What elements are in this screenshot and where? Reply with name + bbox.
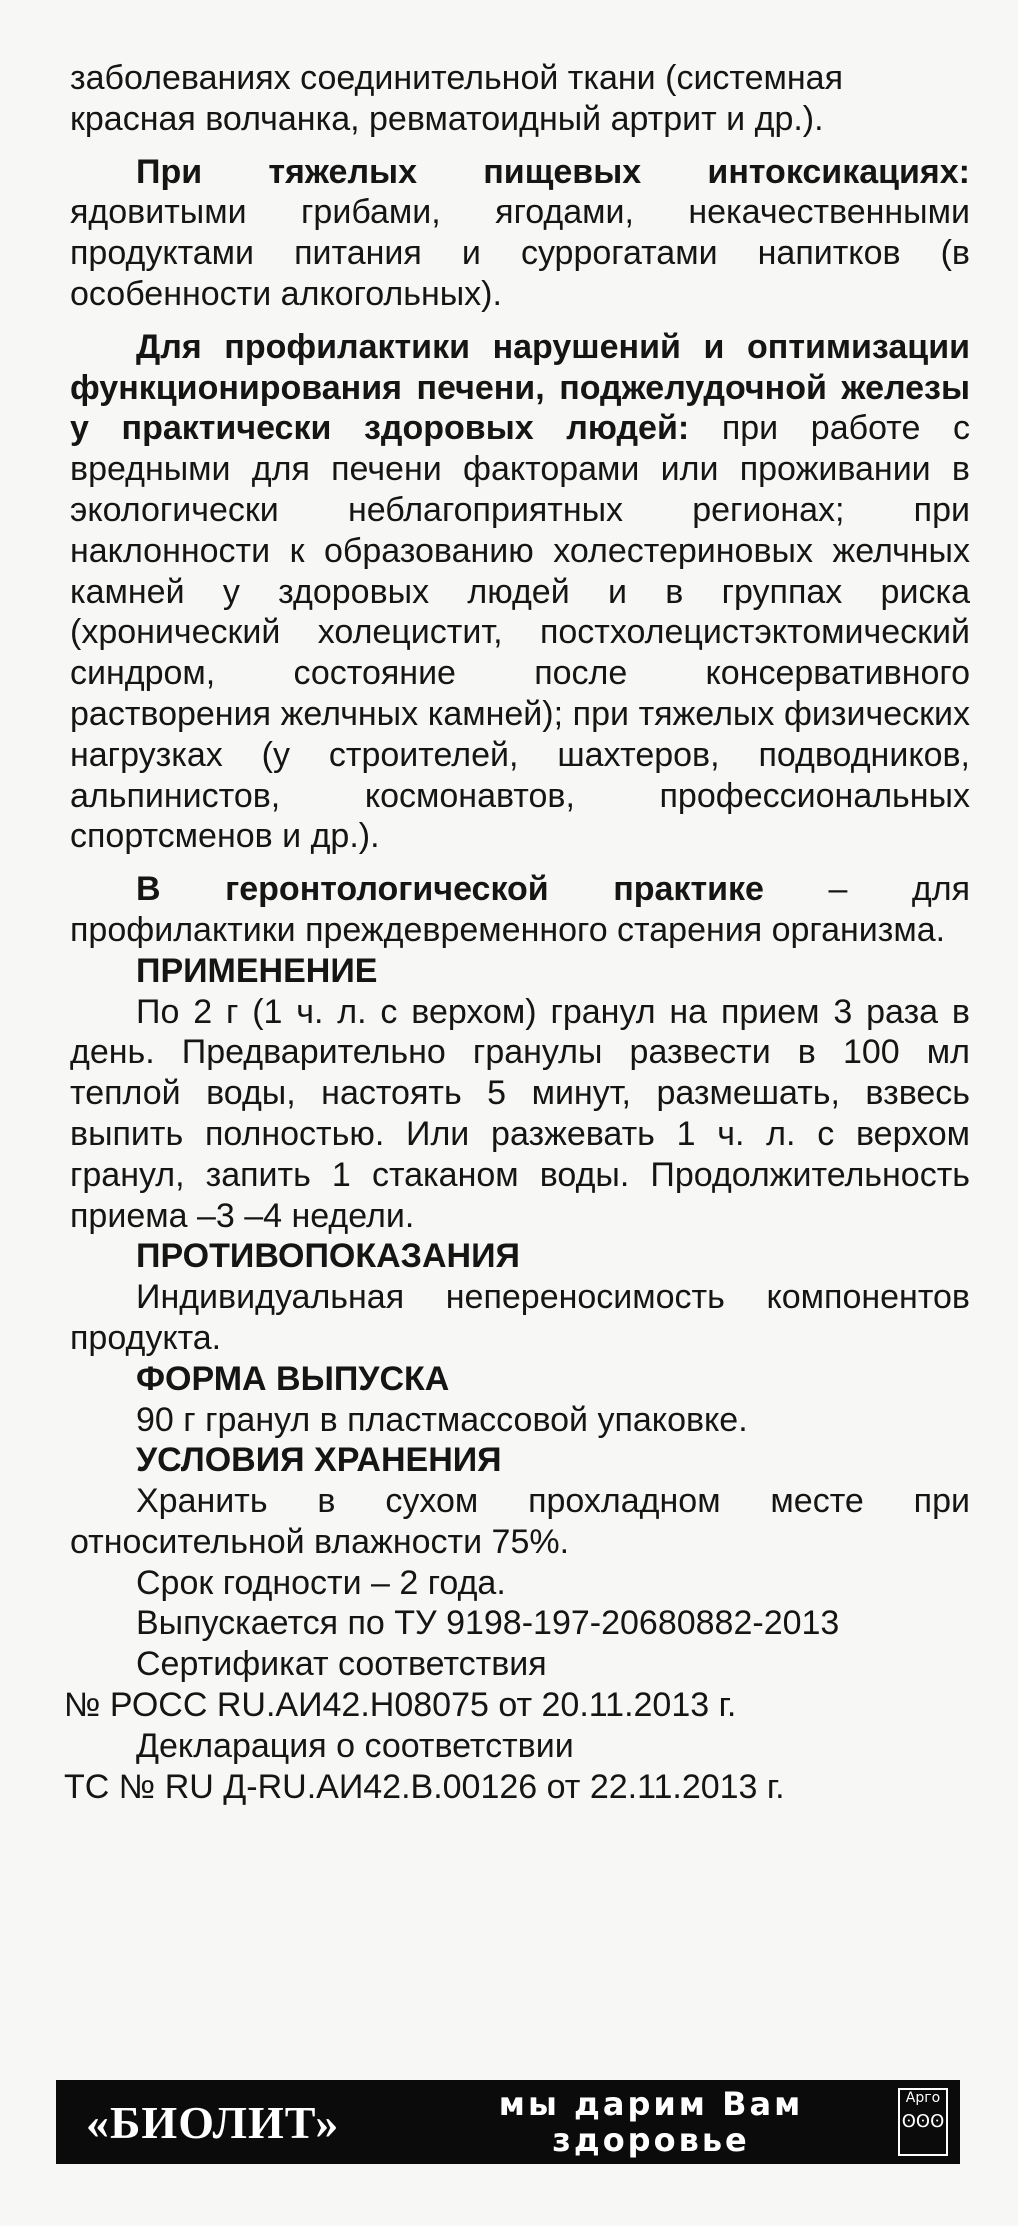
form-text: 90 г гранул в пластмассовой упаковке. [136, 1400, 748, 1439]
intro-text [70, 58, 970, 140]
declaration-title: Декларация о соответствии [136, 1726, 574, 1765]
contra-text: Индивидуальная непереносимость компонентов продукта. [70, 1278, 970, 1357]
intoxication-title: При тяжелых пищевых интоксикациях: [136, 152, 970, 191]
intoxication-paragraph [70, 152, 970, 315]
storage-text: Хранить в сухом прохладном месте при относительной влажности 75%. [70, 1482, 970, 1561]
form-heading: ФОРМА ВЫПУСКА [136, 1359, 450, 1398]
slogan [416, 2086, 886, 2158]
intoxication-text: ядовитыми грибами, ягодами, некачественными продуктами питания и суррогатами напитков (в особенности алкогольных). [70, 193, 970, 313]
intro-line-2: красная волчанка, ревматоидный артрит и др.). [70, 99, 824, 138]
shelf-life: Срок годности – 2 года. [136, 1563, 506, 1602]
brand-name: «БИОЛИТ» [86, 2096, 340, 2148]
tu-number: Выпускается по ТУ 9198-197-20680882-2013 [136, 1604, 840, 1643]
prophylaxis-title: Для профилактики нарушений и оптимизации функционирования печени, поджелудочной железы у практически здоровых людей: [70, 327, 970, 448]
gerontology-text: – для профилактики преждевременного старения организма. [70, 870, 970, 949]
instruction-page [64, 58, 970, 1807]
slogan-line-2: здоровье [552, 2121, 750, 2159]
declaration-number: ТС № RU Д-RU.АИ42.В.00126 от 22.11.2013 г. [64, 1767, 785, 1806]
storage-heading: УСЛОВИЯ ХРАНЕНИЯ [136, 1441, 502, 1480]
logo-text: Арго [905, 2090, 941, 2106]
certificate-title: Сертификат соответствия [136, 1645, 547, 1684]
contra-heading: ПРОТИВОПОКАЗАНИЯ [136, 1237, 520, 1276]
gerontology-title: В геронтологической практике [136, 870, 764, 909]
logo-rings: ʘʘʘ [901, 2111, 945, 2132]
usage-text: По 2 г (1 ч. л. с верхом) гранул на прием 3 раза в день. Предварительно гранулы развести в 100 мл теплой воды, настоять 5 минут, размешать, взвесь выпить полностью. Или разжевать 1 ч. л. с верхом гранул, запить 1 стаканом воды. Продолжительность приема –3 –4 недели. [70, 992, 970, 1235]
brand-banner [56, 2080, 960, 2164]
intro-line-1: заболеваниях соединительной ткани (системная [70, 59, 844, 97]
certificate-number: № РОСС RU.АИ42.Н08075 от 20.11.2013 г. [64, 1686, 737, 1725]
argo-logo-icon [898, 2088, 948, 2156]
prophylaxis-paragraph [70, 327, 970, 857]
usage-heading: ПРИМЕНЕНИЕ [136, 951, 378, 990]
slogan-line-1: мы дарим Вам [498, 2085, 804, 2123]
gerontology-paragraph [70, 869, 970, 951]
prophylaxis-text: при работе с вредными для печени факторами или проживании в экологически неблагоприятных регионах; при наклонности к образованию холестериновых желчных камней у здоровых людей и в группах риска (хронический холецистит, постхолецистэктомический синдром, состояние после консервативного растворения желчных камней); при тяжелых физических нагрузках (у строителей, шахтеров, подводников, альпинистов, космонавтов, профессиональных спортсменов и др.). [70, 409, 970, 856]
